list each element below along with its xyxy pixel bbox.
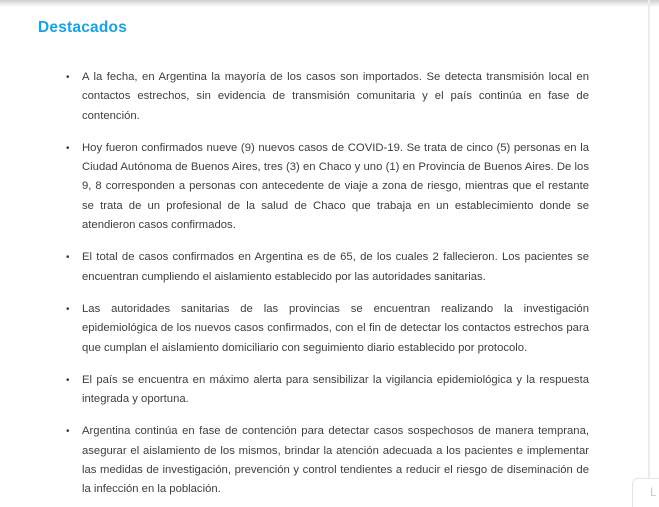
bullet-icon: • (66, 142, 70, 154)
top-edge-shadow (0, 0, 659, 7)
list-item (66, 68, 589, 126)
highlights-bullet-list (66, 68, 589, 507)
bullet-text: El país se encuentra en máximo alerta para sensibilizar la vigilancia epidemiológica y la respuesta integrada y oportuna. (82, 373, 589, 406)
list-item (66, 422, 589, 499)
corner-widget-glyph: L (650, 485, 657, 499)
bullet-icon: • (66, 426, 70, 438)
bullet-icon: • (66, 252, 70, 264)
bullet-text: El total de casos confirmados en Argentina es de 65, de los cuales 2 fallecieron. Los pacientes se encuentran cumpliendo el aislamiento establecido por las autoridades sanitarias. (82, 251, 589, 283)
bullet-text: Argentina continúa en fase de contención para detectar casos sospechosos de manera temprana, asegurar el aislamiento de los mismos, brindar la atención adecuada a los pacientes e implementar las medidas de investigación, prevención y control tendientes a reducir el riesgo de diseminación de la infección en la población. (82, 425, 589, 496)
page-edge-divider (648, 0, 650, 507)
bullet-text: Hoy fueron confirmados nueve (9) nuevos casos de COVID-19. Se trata de cinco (5) personas en la Ciudad Autónoma de Buenos Aires, tres (3) en Chaco y uno (1) en Provincia de Buenos Aires. De los 9, 8 corresponden a personas con antecedente de viaje a zona de riesgo, mientras que el restante se trata de un profesional de la salud de Chaco que trabaja en un establecimiento donde se atendieron casos confirmados. (82, 141, 589, 232)
bullet-text: A la fecha, en Argentina la mayoría de los casos son importados. Se detecta transmisión local en contactos estrechos, sin evidencia de transmisión comunitaria y el país continúa en fase de contención. (82, 71, 589, 122)
bullet-icon: • (66, 72, 70, 83)
bullet-icon: • (66, 303, 70, 315)
page-title: Destacados (38, 19, 128, 37)
list-item (66, 248, 589, 287)
list-item (66, 371, 589, 410)
bullet-icon: • (66, 374, 70, 386)
list-item (66, 139, 589, 235)
corner-widget[interactable] (632, 478, 659, 507)
bullet-text: Las autoridades sanitarias de las provincias se encuentran realizando la investigación epidemiológica de los nuevos casos confirmados, con el fin de detectar los contactos estrechos para que cumplan el aislamiento domiciliario con seguimiento diario establecido por protocolo. (82, 302, 589, 354)
list-item (66, 300, 589, 358)
